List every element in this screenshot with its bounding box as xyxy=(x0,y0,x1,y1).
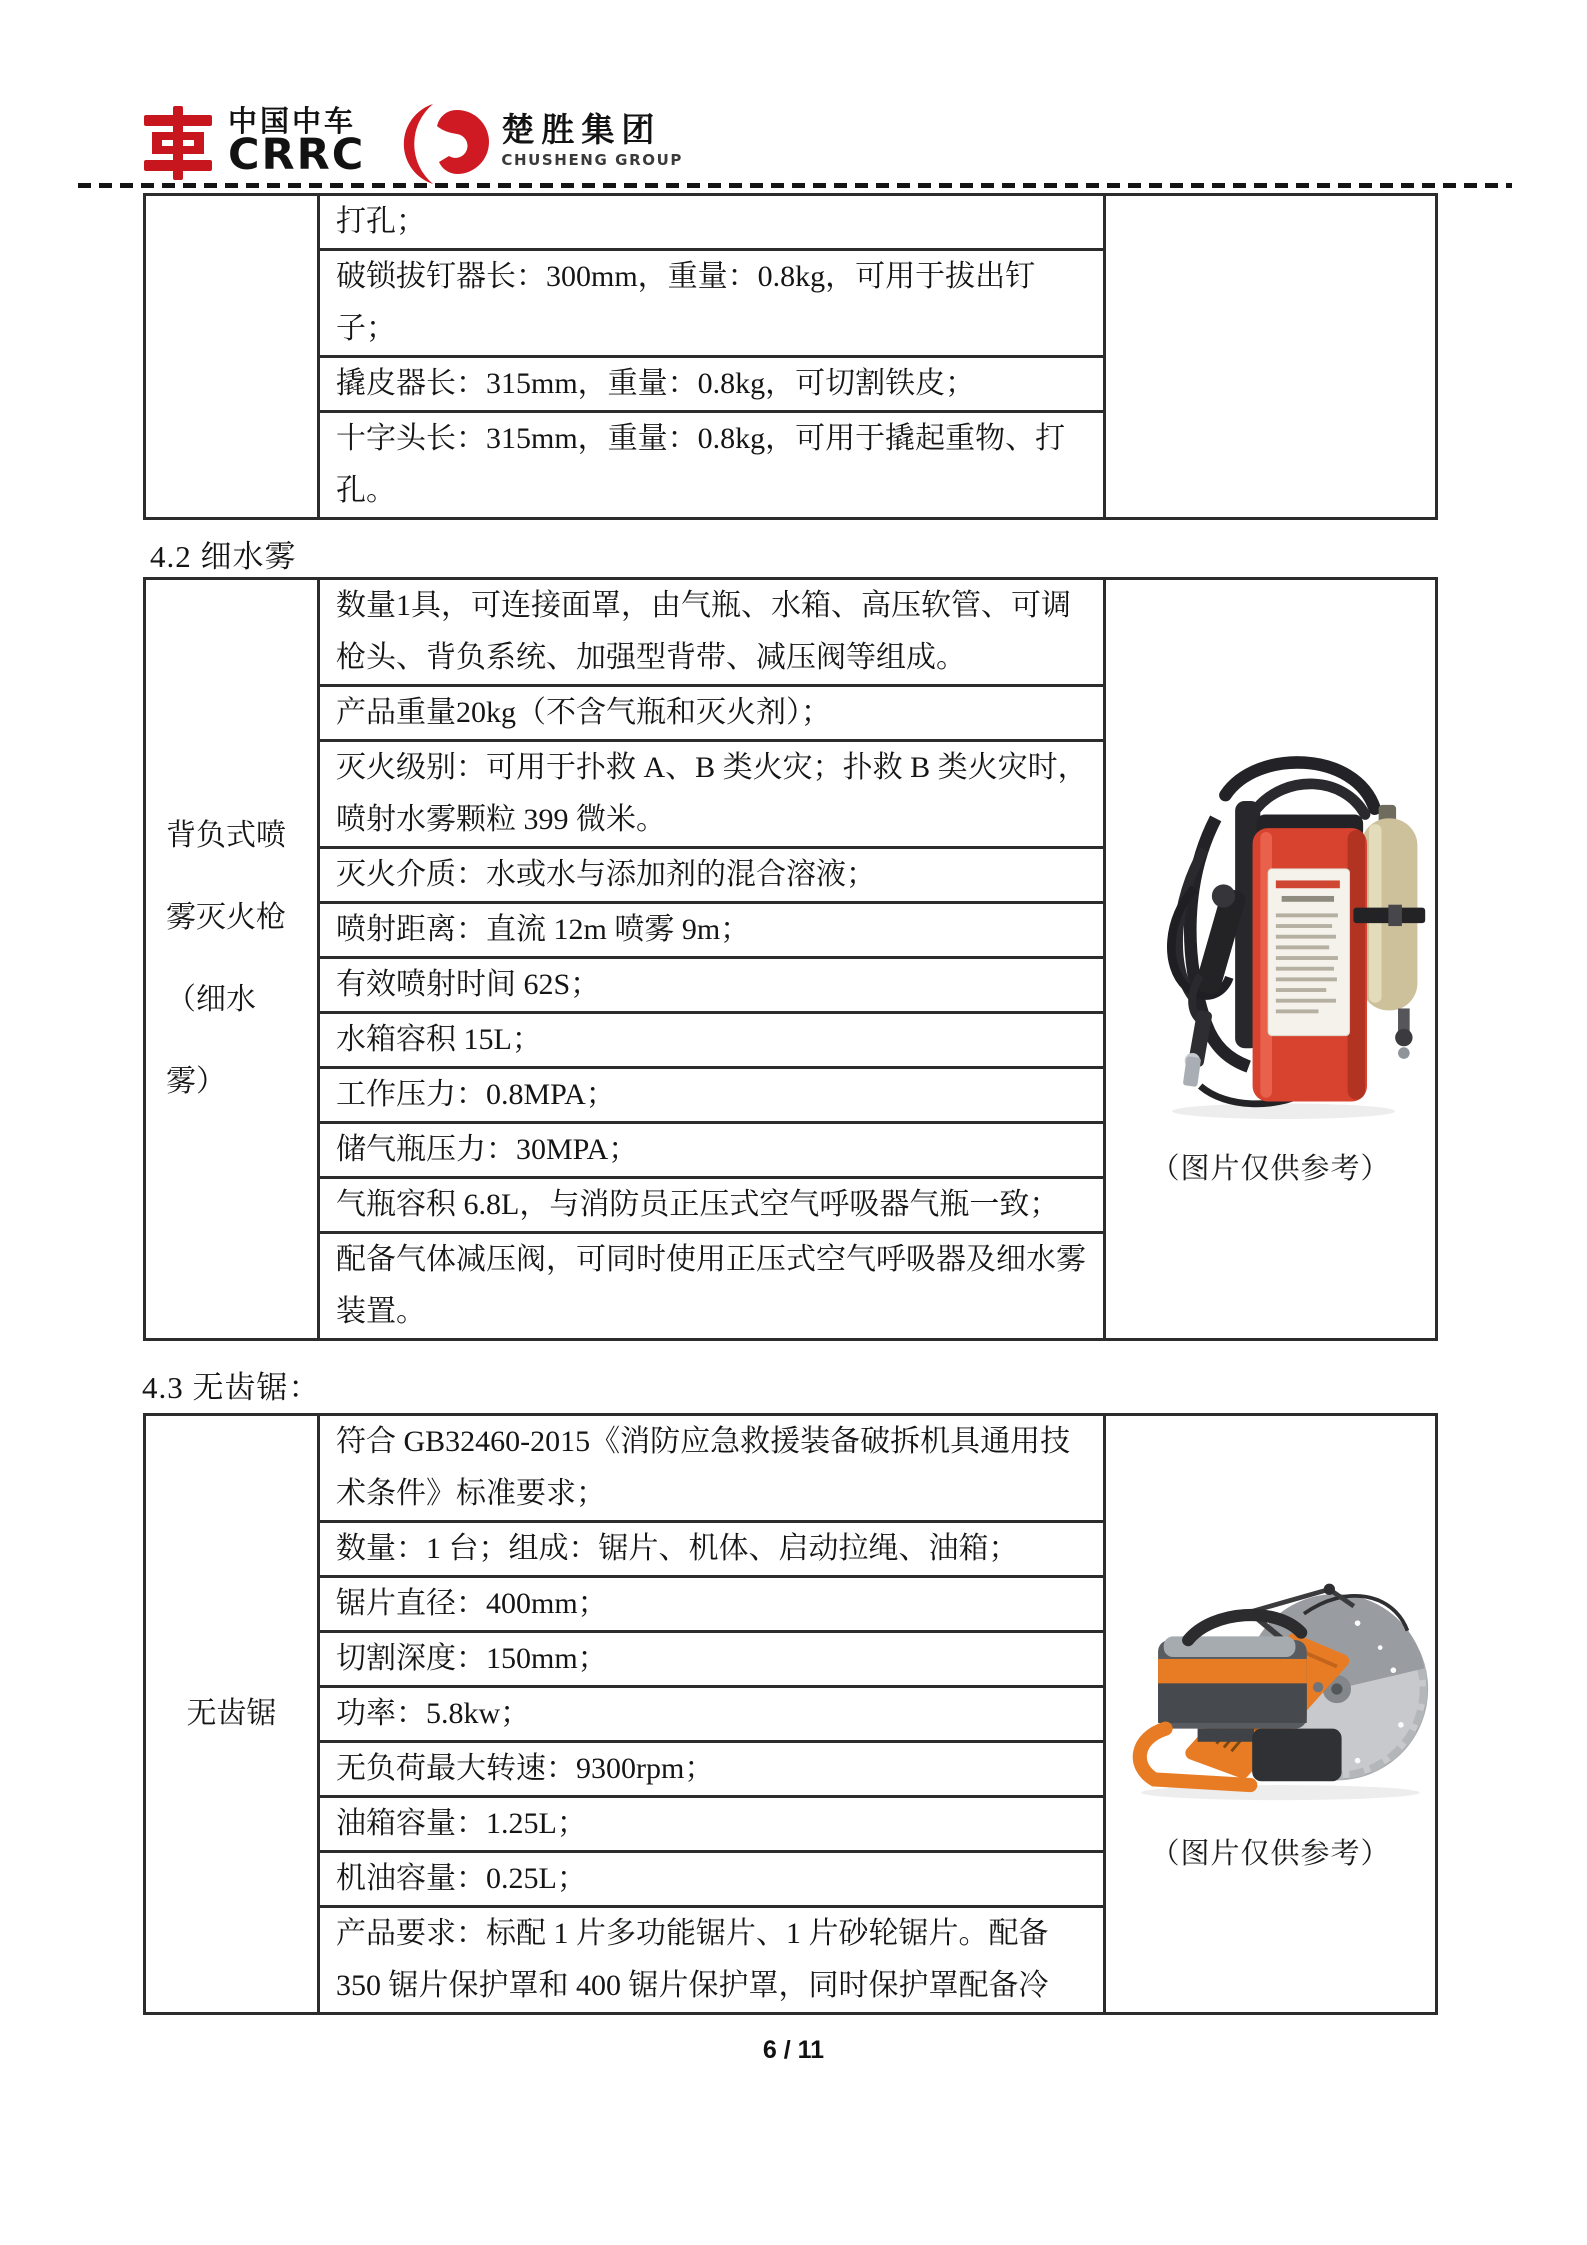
chusheng-english-name: CHUSHENG GROUP xyxy=(501,151,683,170)
spec-cell: 产品要求：标配 1 片多功能锯片、1 片砂轮锯片。配备 350 锯片保护罩和 400 锯片保护罩，同时保护罩配备冷 xyxy=(319,1907,1105,2014)
page-number: 6 / 11 xyxy=(762,2036,825,2064)
item-label-cell xyxy=(145,579,319,1340)
section-4-2-heading: 4.2 细水雾 xyxy=(150,539,297,574)
header xyxy=(142,106,683,186)
spec-cell: 机油容量：0.25L； xyxy=(319,1852,1105,1907)
dashed-divider xyxy=(78,183,1512,188)
spec-cell: 破锁拔钉器长：300mm，重量：0.8kg，可用于拔出钉子； xyxy=(319,250,1105,357)
crrc-logo-icon xyxy=(142,106,214,180)
spec-cell: 配备气体减压阀，可同时使用正压式空气呼吸器及细水雾装置。 xyxy=(319,1233,1105,1340)
spec-row xyxy=(145,579,1437,686)
chusheng-chinese-name: 楚胜集团 xyxy=(501,110,662,149)
spec-cell: 储气瓶压力：30MPA； xyxy=(319,1123,1105,1178)
spec-cell: 数量：1 台；组成：锯片、机体、启动拉绳、油箱； xyxy=(319,1522,1105,1577)
spec-cell: 工作压力：0.8MPA； xyxy=(319,1068,1105,1123)
spec-cell: 切割深度：150mm； xyxy=(319,1632,1105,1687)
water-mist-extinguisher-image xyxy=(1111,732,1431,1122)
chusheng-logo-icon xyxy=(399,102,491,186)
figure-cell xyxy=(1105,579,1437,1340)
crrc-chinese-name: 中国中车 xyxy=(228,104,357,138)
figure-cell xyxy=(1105,1415,1437,2014)
spec-cell: 灭火级别：可用于扑救 A、B 类火灾；扑救 B 类火灾时，喷射水雾颗粒 399 微米。 xyxy=(319,741,1105,848)
spec-cell: 撬皮器长：315mm，重量：0.8kg，可切割铁皮； xyxy=(319,357,1105,412)
spec-cell: 有效喷射时间 62S； xyxy=(319,958,1105,1013)
item-label-cell: 无齿锯 xyxy=(145,1415,319,2014)
item-label-cell xyxy=(145,195,319,519)
spec-row xyxy=(145,195,1437,250)
spec-cell: 喷射距离：直流 12m 喷雾 9m； xyxy=(319,903,1105,958)
spec-row xyxy=(145,1415,1437,1522)
crrc-english-name: CRRC xyxy=(228,130,366,181)
spec-cell: 水箱容积 15L； xyxy=(319,1013,1105,1068)
spec-cell: 无负荷最大转速：9300rpm； xyxy=(319,1742,1105,1797)
cutoff-saw-image xyxy=(1111,1557,1431,1807)
chusheng-brand-text xyxy=(501,112,683,169)
spec-cell: 油箱容量：1.25L； xyxy=(319,1797,1105,1852)
spec-cell: 打孔； xyxy=(319,195,1105,250)
cutoff-saw-spec-table xyxy=(143,1413,1438,2015)
spec-cell: 气瓶容积 6.8L，与消防员正压式空气呼吸器气瓶一致； xyxy=(319,1178,1105,1233)
water-mist-spec-table xyxy=(143,577,1438,1341)
spec-cell: 符合 GB32460-2015《消防应急救援装备破拆机具通用技术条件》标准要求； xyxy=(319,1415,1105,1522)
spec-cell: 功率：5.8kw； xyxy=(319,1687,1105,1742)
image-caption: （图片仅供参考） xyxy=(1150,1837,1391,1870)
spec-cell: 产品重量20kg（不含气瓶和灭火剂）； xyxy=(319,686,1105,741)
spec-cell: 十字头长：315mm，重量：0.8kg，可用于撬起重物、打孔。 xyxy=(319,412,1105,519)
spec-cell: 灭火介质：水或水与添加剂的混合溶液； xyxy=(319,848,1105,903)
figure-cell xyxy=(1105,195,1437,519)
item-label: 背负式喷雾灭火枪（细水雾） xyxy=(166,819,286,1098)
spec-cell: 数量1具，可连接面罩，由气瓶、水箱、高压软管、可调枪头、背负系统、加强型背带、减压阀等组成。 xyxy=(319,579,1105,686)
crrc-brand-text xyxy=(228,104,366,181)
spec-cell: 锯片直径：400mm； xyxy=(319,1577,1105,1632)
tools-spec-table xyxy=(143,193,1438,520)
image-caption: （图片仅供参考） xyxy=(1150,1152,1391,1185)
section-4-3-heading: 4.3 无齿锯： xyxy=(142,1370,321,1405)
